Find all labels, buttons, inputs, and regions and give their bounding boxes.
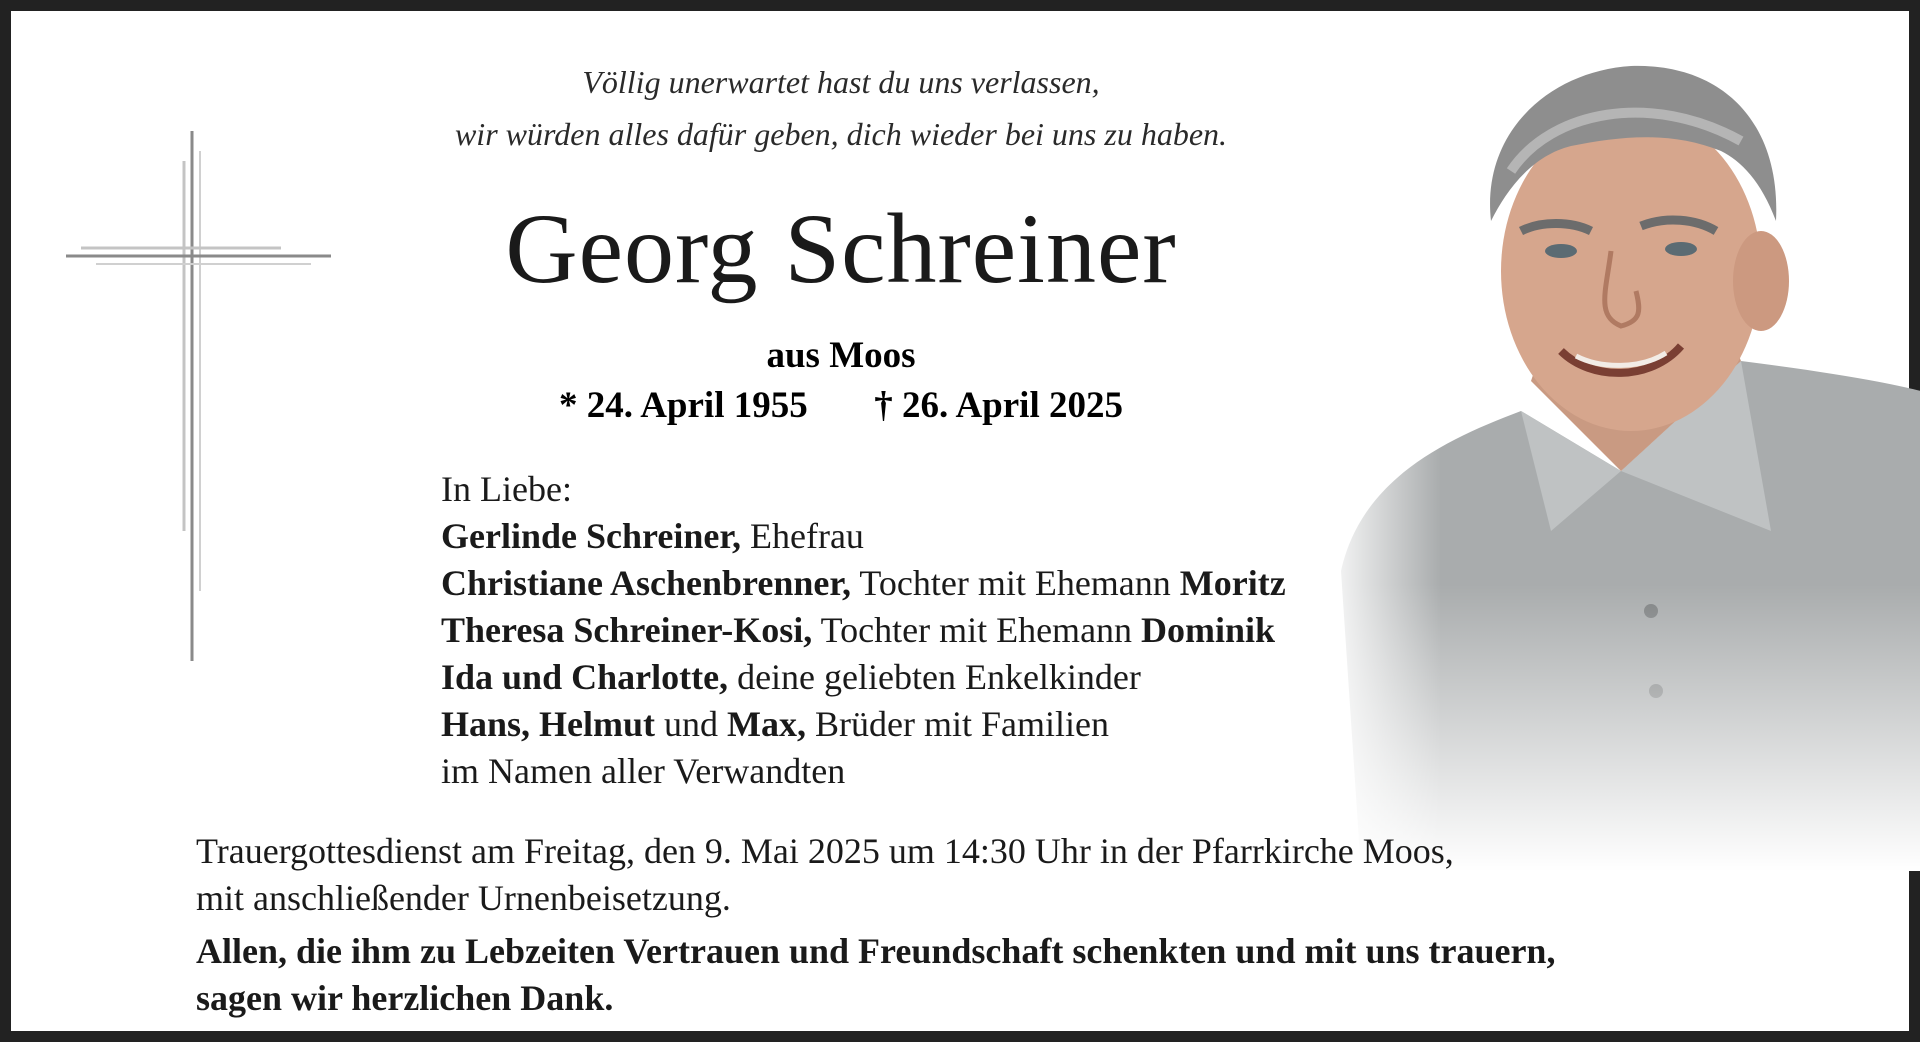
member-name: Ida und Charlotte, xyxy=(441,657,729,697)
cross-icon xyxy=(66,131,331,661)
member-spouse: Dominik xyxy=(1141,610,1276,650)
quote-line-1: Völlig unerwartet hast du uns verlassen, xyxy=(582,64,1100,100)
member-name: Gerlinde Schreiner, xyxy=(441,516,741,556)
brother-names: Hans, Helmut xyxy=(441,704,656,744)
deceased-name: Georg Schreiner xyxy=(505,193,1177,304)
life-dates xyxy=(491,381,1191,431)
brother-name: Max, xyxy=(727,704,806,744)
family-intro: In Liebe: xyxy=(441,469,572,509)
thanks-line-2: sagen wir herzlichen Dank. xyxy=(196,978,614,1018)
member-relation: Tochter mit Ehemann xyxy=(812,610,1142,650)
brothers-relation: Brüder mit Familien xyxy=(806,704,1109,744)
birth-date: 24. April 1955 xyxy=(586,385,808,426)
family-closing: im Namen aller Verwandten xyxy=(441,751,846,791)
brothers-conjunction: und xyxy=(655,704,728,744)
memorial-quote xyxy=(311,56,1371,160)
portrait-photo xyxy=(1321,51,1920,871)
member-name: Christiane Aschenbrenner, xyxy=(441,563,852,603)
death-date: 26. April 2025 xyxy=(902,385,1123,426)
member-relation: Tochter mit Ehemann xyxy=(851,563,1180,603)
service-info xyxy=(196,828,1696,922)
member-spouse: Moritz xyxy=(1179,563,1286,603)
deceased-origin: aus Moos xyxy=(766,335,916,376)
member-relation: Ehefrau xyxy=(741,516,864,556)
quote-line-2: wir würden alles dafür geben, dich wieder bei uns zu haben. xyxy=(454,116,1228,152)
thanks-line-1: Allen, die ihm zu Lebzeiten Vertrauen und Freundschaft schenkten und mit uns trauern, xyxy=(196,931,1556,971)
birth-symbol: * xyxy=(559,385,578,426)
death-symbol: † xyxy=(874,385,893,426)
thanks-note xyxy=(196,928,1796,1022)
service-line-2: mit anschließender Urnenbeisetzung. xyxy=(196,878,731,918)
service-line-1: Trauergottesdienst am Freitag, den 9. Mai 2025 um 14:30 Uhr in der Pfarrkirche Moos, xyxy=(196,831,1454,871)
member-relation: deine geliebten Enkelkinder xyxy=(728,657,1141,697)
member-name: Theresa Schreiner-Kosi, xyxy=(441,610,813,650)
